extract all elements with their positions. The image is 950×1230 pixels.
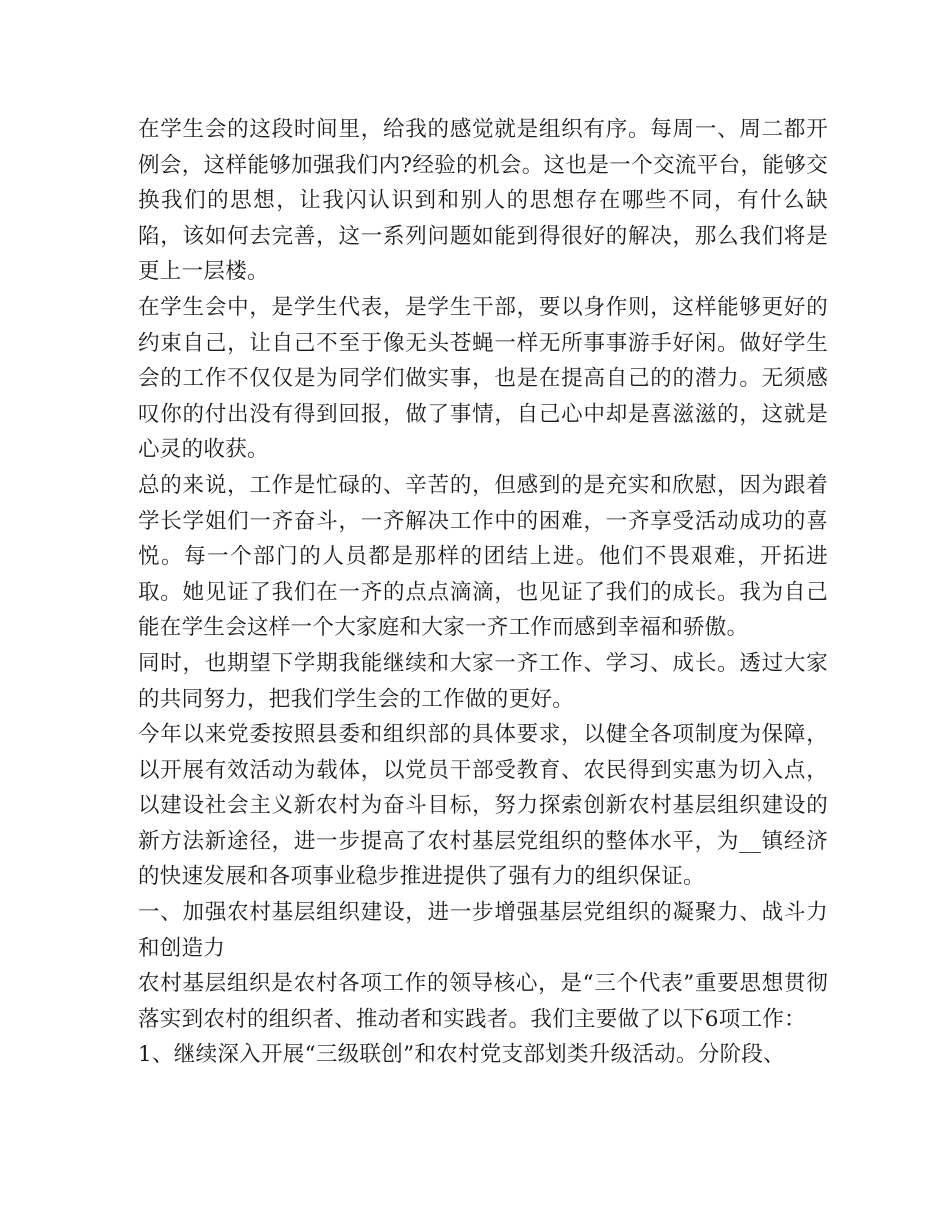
paragraph-student-union-order: 在学生会的这段时间里，给我的感觉就是组织有序。每周一、周二都开例会，这样能够加强我们内?经验的机会。这也是一个交流平台，能够交换我们的思想，让我闪认识到和别人的思想存在哪些不同，有什么缺陷，该如何去完善，这一系列问题如能到得很好的解决，那么我们将是更上一层楼。 xyxy=(138,117,828,285)
paragraph-next-semester-hope: 同时，也期望下学期我能继续和大家一齐工作、学习、成长。透过大家的共同努力，把我们学生会的工作做的更好。 xyxy=(138,650,828,712)
paragraph-grassroots-core: 农村基层组织是农村各项工作的领导核心，是“三个代表”重要思想贯彻落实到农村的组织者、推动者和实践者。我们主要做了以下6项工作： xyxy=(138,971,828,1032)
paragraph-student-cadre-role: 在学生会中，是学生代表，是学生干部，要以身作则，这样能够更好的约束自己，让自己不至于像无头苍蝇一样无所事事游手好闲。做好学生会的工作不仅仅是为同学们做实事，也是在提高自己的的潜力。无须感叹你的付出没有得到回报，做了事情，自己心中却是喜滋滋的，这就是心灵的收获。 xyxy=(138,294,828,463)
paragraph-summary-feelings: 总的来说，工作是忙碌的、辛苦的，但感到的是充实和欣慰，因为跟着学长学姐们一齐奋斗，一齐解决工作中的困难，一齐享受活动成功的喜悦。每一个部门的人员都是那样的团结上进。他们不畏艰难，开拓进取。她见证了我们在一齐的点点滴滴，也见证了我们的成长。我为自己能在学生会这样一个大家庭和大家一齐工作而感到幸福和骄傲。 xyxy=(138,472,828,641)
paragraph-party-committee-intro: 今年以来党委按照县委和组织部的具体要求，以健全各项制度为保障，以开展有效活动为载体，以党员干部受教育、农民得到实惠为切入点，以建设社会主义新农村为奋斗目标，努力探索创新农村基层组织建设的新方法新途径，进一步提高了农村基层党组织的整体水平，为__镇经济的快速发展和各项事业稳步推进提供了强有力的组织保证。 xyxy=(138,722,828,890)
section-heading-strengthen-organization: 一、加强农村基层组织建设，进一步增强基层党组织的凝聚力、战斗力和创造力 xyxy=(138,900,828,961)
document-body xyxy=(138,112,828,1073)
list-item-three-level-campaign: 1、继续深入开展“三级联创”和农村党支部划类升级活动。分阶段、 xyxy=(138,1042,785,1068)
